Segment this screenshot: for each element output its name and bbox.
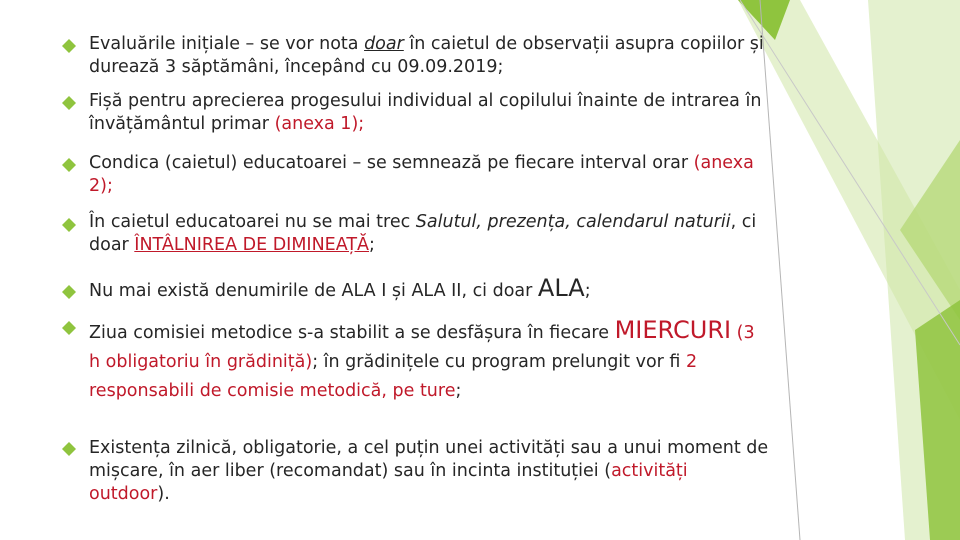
list-item <box>89 316 769 406</box>
item-text-red: 2 responsabili de comisie metodică, pe ture <box>89 352 698 401</box>
item-text: – se vor nota <box>239 34 365 54</box>
item-text: ). <box>157 484 170 504</box>
item-text: Existența zilnică, obligatorie, a cel puțin unei activități sau a unui moment de mișcare, în aer liber (recomandat) sau în incinta instituției ( <box>89 438 769 481</box>
item-text: ; <box>455 381 462 401</box>
item-text: Evaluările inițiale <box>89 34 240 54</box>
list-item <box>89 152 769 198</box>
item-text-red-underlined: ÎNTÂLNIREA DE DIMINEAȚĂ <box>134 235 370 255</box>
diamond-bullet-icon <box>62 158 76 172</box>
item-text-red: activități outdoor <box>89 461 688 504</box>
item-text: în caietul de observații asupra copiilor și durează 3 săptămâni, începând cu 09.09.2019; <box>89 34 764 77</box>
list-item <box>89 33 769 79</box>
item-text: ; <box>584 281 591 301</box>
list-item <box>89 211 769 257</box>
item-text-red-large: MIERCURI <box>614 316 732 344</box>
list-item <box>89 274 769 303</box>
item-text: În caietul educatoarei nu se mai trec <box>89 212 416 232</box>
list-item <box>89 90 769 136</box>
item-text: Nu mai există denumirile de ALA I și ALA II, ci doar <box>89 281 538 301</box>
diamond-bullet-icon <box>62 96 76 110</box>
item-text-red: (3 h obligatoriu în grădiniță) <box>89 323 755 372</box>
diamond-bullet-icon <box>62 442 76 456</box>
diamond-bullet-icon <box>62 39 76 53</box>
item-text: Condica (caietul) educatoarei – se semnează pe fiecare interval orar <box>89 153 694 173</box>
item-text-red: (anexa 2); <box>89 153 754 196</box>
item-text-italic: Salutul, prezența, calendarul naturii <box>415 212 731 232</box>
item-text: Ziua comisiei metodice s-a stabilit a se desfășura în fiecare <box>89 323 615 343</box>
diamond-bullet-icon <box>62 218 76 232</box>
item-text-large: ALA <box>537 274 585 302</box>
diamond-bullet-icon <box>62 321 76 335</box>
item-text: , ci doar <box>89 212 757 255</box>
item-text: ; <box>369 235 375 255</box>
item-text-red: (anexa 1); <box>274 114 365 134</box>
list-item <box>89 437 769 506</box>
diamond-bullet-icon <box>62 285 76 299</box>
item-text: ; în grădinițele cu program prelungit vor fi <box>312 352 687 372</box>
item-text: Fișă pentru aprecierea progesului individual al copilului înainte de intrarea în învățământul primar <box>89 91 762 134</box>
item-text-underlined: doar <box>364 34 404 54</box>
